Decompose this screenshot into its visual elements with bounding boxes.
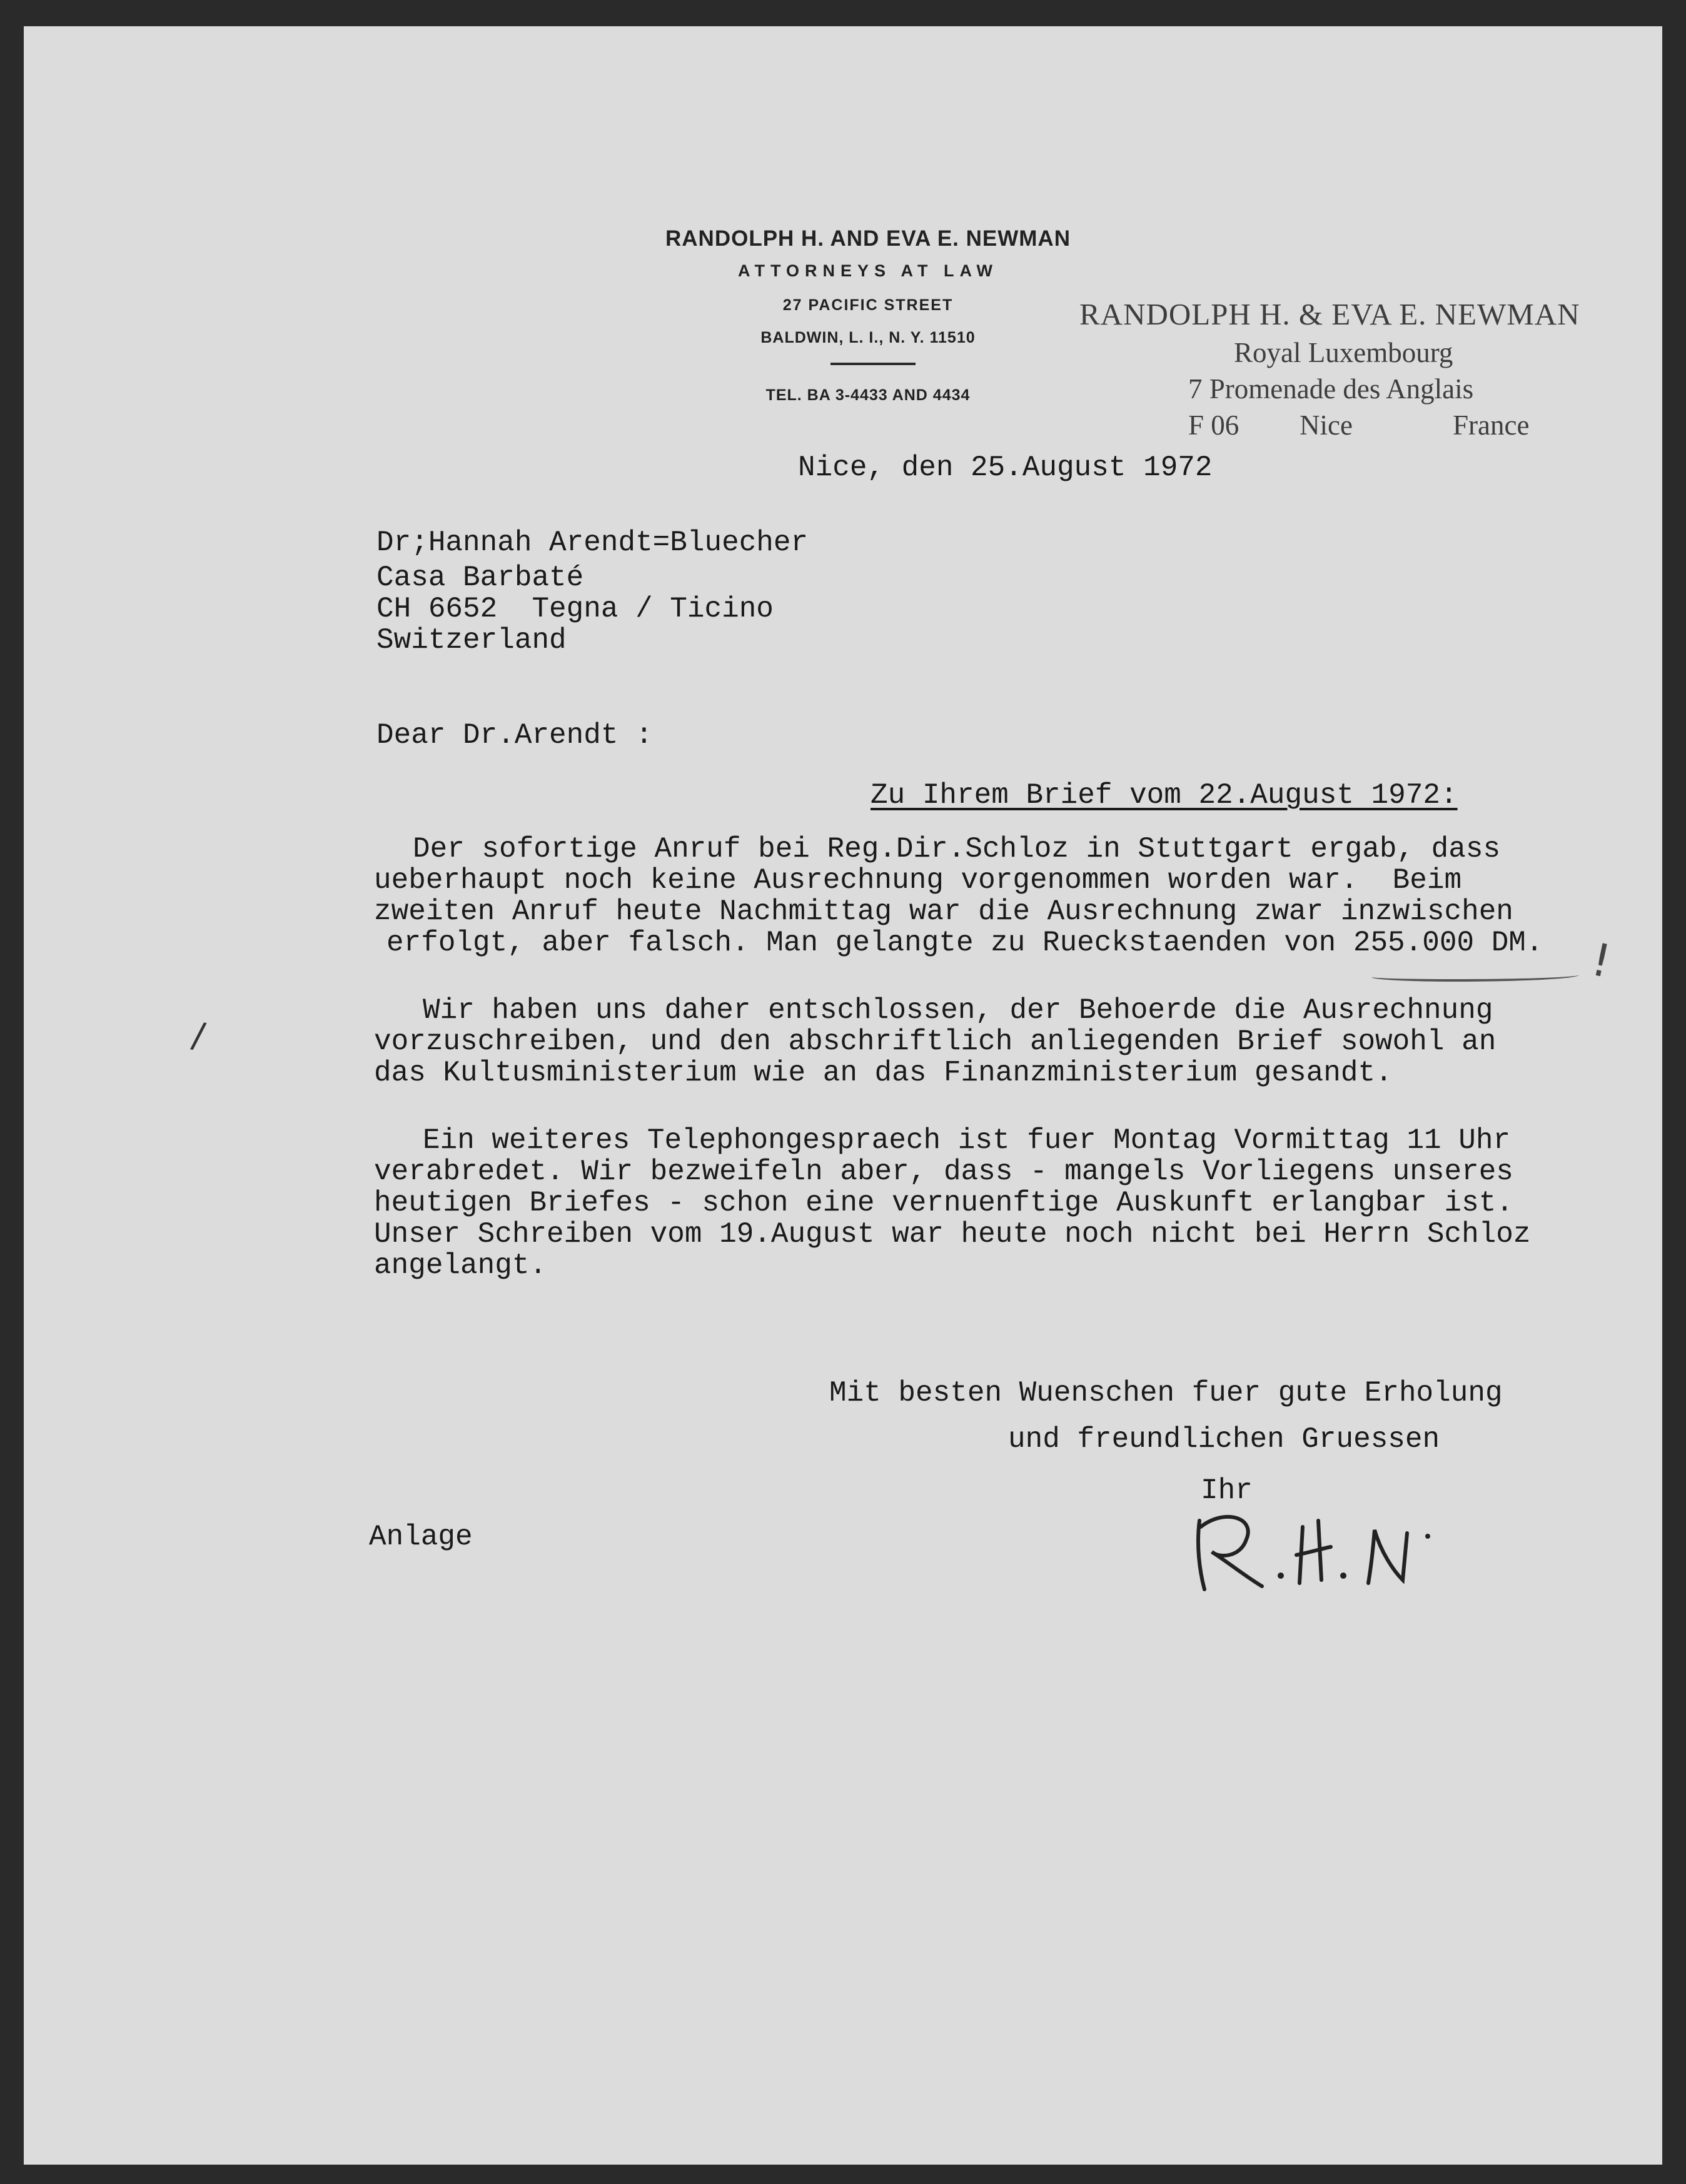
enclosure-note: Anlage bbox=[369, 1521, 473, 1553]
closing-line: Mit besten Wuenschen fuer gute Erholung bbox=[829, 1377, 1503, 1409]
letterhead-telephone: TEL. BA 3-4433 AND 4434 bbox=[765, 386, 971, 404]
recipient-country: Switzerland bbox=[376, 624, 567, 657]
stamp-city: Nice bbox=[1300, 410, 1353, 441]
body-line: erfolgt, aber falsch. Man gelangte zu Rueckstaenden von 255.000 DM. bbox=[386, 927, 1543, 959]
body-line: Ein weiteres Telephongespraech ist fuer Montag Vormittag 11 Uhr bbox=[423, 1124, 1511, 1157]
body-line: zweiten Anruf heute Nachmittag war die Ausrechnung zwar inzwischen bbox=[374, 895, 1513, 928]
salutation: Dear Dr.Arendt : bbox=[376, 719, 653, 752]
body-line: angelangt. bbox=[374, 1249, 547, 1282]
subject-line: Zu Ihrem Brief vom 22.August 1972: bbox=[871, 779, 1458, 812]
body-line: vorzuschreiben, und den abschriftlich anliegenden Brief sowohl an bbox=[374, 1025, 1497, 1058]
stamp-name: RANDOLPH H. & EVA E. NEWMAN bbox=[1079, 297, 1580, 331]
closing-line: und freundlichen Gruessen bbox=[1008, 1423, 1440, 1456]
body-line: ueberhaupt noch keine Ausrechnung vorgenommen worden war. Beim bbox=[374, 864, 1462, 897]
recipient-name: Dr;Hannah Arendt=Bluecher bbox=[376, 526, 809, 559]
margin-mark: / bbox=[189, 1014, 208, 1057]
body-line: das Kultusministerium wie an das Finanzministerium gesandt. bbox=[374, 1057, 1393, 1089]
letterhead-profession: ATTORNEYS AT LAW bbox=[738, 261, 998, 280]
body-line: Unser Schreiben vom 19.August war heute noch nicht bei Herrn Schloz bbox=[374, 1218, 1531, 1251]
stamp-hotel: Royal Luxembourg bbox=[1234, 337, 1453, 368]
letterhead-street: 27 PACIFIC STREET bbox=[782, 296, 954, 314]
closing-ihr: Ihr bbox=[1201, 1474, 1253, 1507]
signature bbox=[1187, 1502, 1450, 1608]
body-line: Wir haben uns daher entschlossen, der Behoerde die Ausrechnung bbox=[423, 994, 1493, 1027]
recipient-house: Casa Barbaté bbox=[376, 561, 584, 594]
handwritten-underline bbox=[1371, 970, 1579, 982]
recipient-locality: CH 6652 Tegna / Ticino bbox=[376, 593, 774, 625]
body-line: heutigen Briefes - schon eine vernuenftige Auskunft erlangbar ist. bbox=[374, 1187, 1513, 1219]
date-line: Nice, den 25.August 1972 bbox=[798, 451, 1213, 484]
stamp-postcode: F 06 bbox=[1188, 410, 1239, 441]
letterhead-firm-name: RANDOLPH H. AND EVA E. NEWMAN bbox=[665, 226, 1071, 251]
body-line: Der sofortige Anruf bei Reg.Dir.Schloz in Stuttgart ergab, dass bbox=[413, 833, 1501, 865]
stamp-street: 7 Promenade des Anglais bbox=[1188, 373, 1474, 405]
letterhead-divider bbox=[830, 363, 916, 365]
body-line: verabredet. Wir bezweifeln aber, dass - mangels Vorliegens unseres bbox=[374, 1155, 1513, 1188]
letterhead-city: BALDWIN, L. I., N. Y. 11510 bbox=[760, 329, 976, 346]
handwritten-exclamation: ! bbox=[1587, 932, 1616, 989]
letter-page bbox=[24, 26, 1662, 2165]
stamp-country: France bbox=[1453, 410, 1530, 441]
